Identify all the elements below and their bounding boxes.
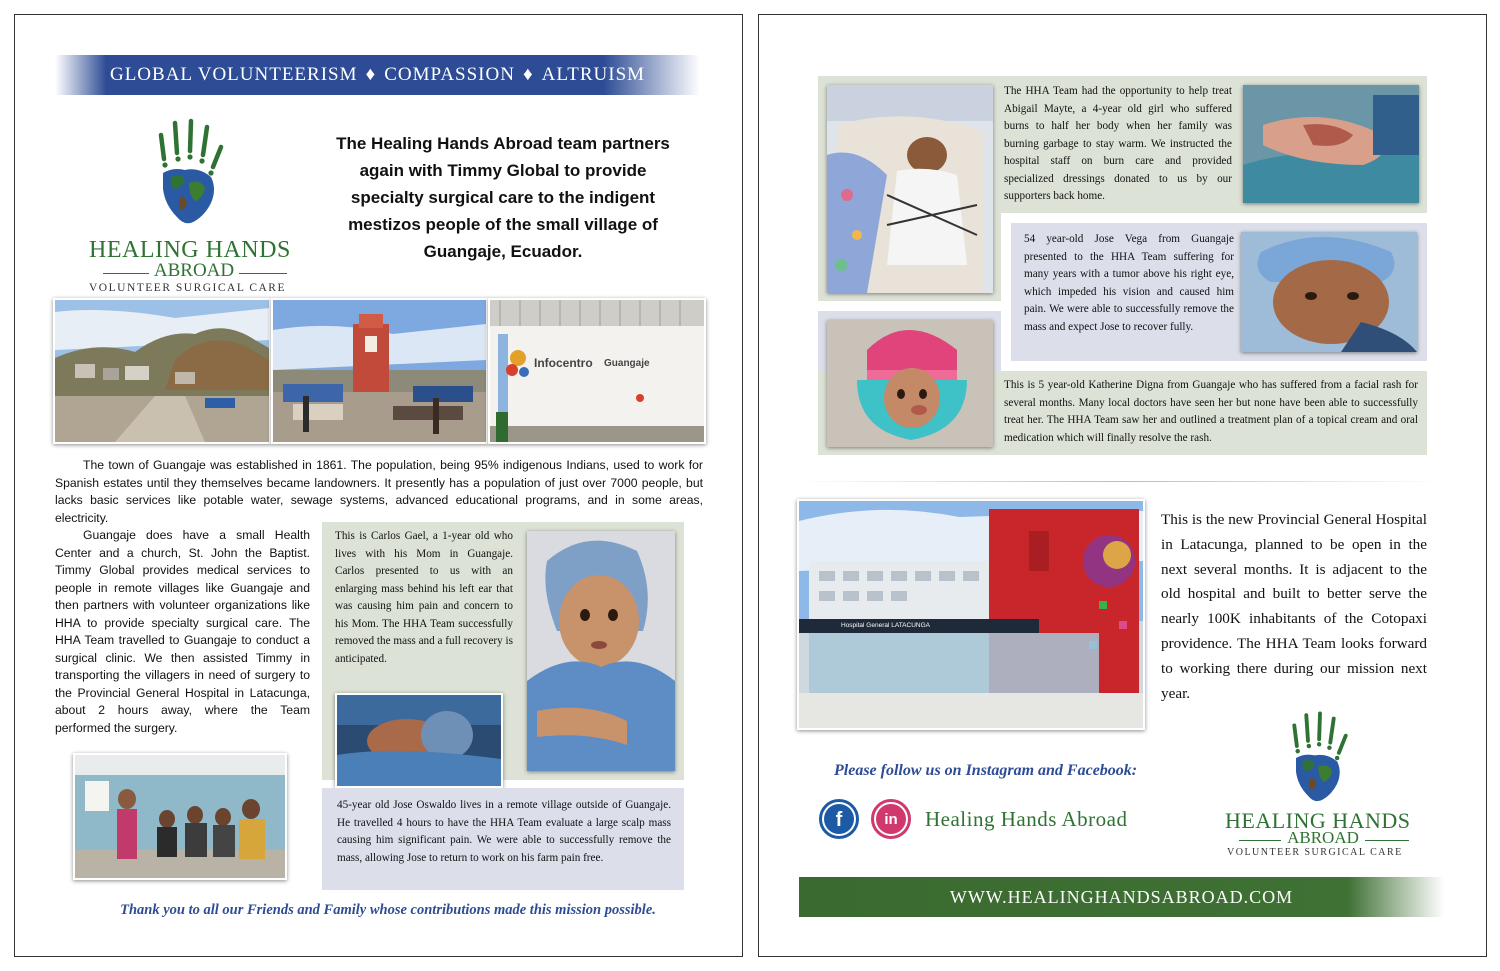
healing-hands-logo [85,115,325,294]
child-in-hospital-bed-image [827,85,993,293]
facebook-glyph: f [824,804,854,834]
infocentro-sign-place: Guangaje [604,358,650,369]
health-center-waiting-photo [73,753,287,880]
church-market-photo [271,298,488,444]
child-in-knit-hat-image [827,320,993,447]
caption-abigail: The HHA Team had the opportunity to help treat Abigail Mayte, a 4-year old girl who suffered burns to half her body when her family was burning garbage to stay warm. We instructed the hospital staff on burn care and provided specialized dressings donated to us by our supporters back home. [1004,85,1232,202]
patient-surgery-image [337,695,501,786]
caption-carlos: This is Carlos Gael, a 1-year old who lives with his Mom in Guangaje. Carlos presented to us with an enlarging mass behind his left ear that was causing him pain and concern to his Mom. The HHA Team successfully removed the mass and a full recovery is anticipated. [335,530,514,665]
man-in-surgical-cap-image [1241,232,1417,352]
banner-separator: ♦ [522,64,534,85]
child-in-gown-image [527,531,675,771]
brochure-page-2 [758,14,1487,957]
village-landscape-image [55,300,269,442]
infocentro-photo [488,298,706,444]
banner-value: GLOBAL VOLUNTEERISM [109,64,358,85]
healing-hands-logo [1225,710,1435,860]
hospital-building-image [799,501,1143,728]
waiting-room-image [75,755,285,878]
paragraph-town-history [55,457,703,527]
infocentro-sign-brand: Infocentro [534,356,593,370]
paragraph-health-center [55,527,310,737]
values-banner [55,55,700,95]
carlos-photo [527,531,675,771]
website-url-bar[interactable]: WWW.HEALINGHANDSABROAD.COM [799,877,1444,917]
instagram-icon[interactable] [871,799,911,839]
caption-vega: 54 year-old Jose Vega from Guangaje presented to the HHA Team suffering for many years with a tumor above his right eye, which impeded his vision and caused him pain. We were able to successfully remove the mass and expect Jose to recover fully. [1024,233,1234,333]
burn-treatment-image [1243,85,1419,203]
banner-separator: ♦ [365,64,377,85]
guangaje-village-photo [53,298,271,444]
logo-name: HEALING HANDS [1225,808,1411,833]
logo-tagline: VOLUNTEER SURGICAL CARE [89,282,286,294]
facebook-icon[interactable] [819,799,859,839]
katherine-photo [827,320,993,447]
oswaldo-surgery-photo [335,693,503,788]
hand-globe-icon [155,117,227,229]
hand-globe-icon [1289,710,1351,806]
paragraph-health-center-text: Guangaje does have a small Health Center and a church, St. John the Baptist. Timmy Global provides medical services to people in remote villages like Guangaje and then partners with volunteer organizations like HHA to provide specialty surgical care. The HHA Team travelled to Guangaje to conduct a surgical clinic. We then assisted Timmy in transporting the villagers in need of surgery to the Provincial General Hospital in Latacunga, about 2 hours away, where the Team performed the surgery. [55,528,310,735]
brochure-page-1 [14,14,743,957]
church-market-image [273,300,486,442]
follow-us-heading: Please follow us on Instagram and Facebook: [834,762,1138,779]
abigail-bed-photo [827,85,993,293]
abigail-burn-care-photo [1243,85,1419,203]
caption-oswaldo: 45-year old Jose Oswaldo lives in a remote village outside of Guangaje. He travelled 4 hours to have the HHA Team evaluate a large scalp mass causing him significant pain. We were able to successfully remove the mass, allowing Jose to return to work on his farm pain free. [337,799,671,864]
hospital-description: This is the new Provincial General Hospital in Latacunga, planned to be open in the next several months. It is adjacent to the old hospital and built to better serve the nearly 100K inhabitants of the Cotopaxi providence. The HHA Team looks forward to working there during our mission next year. [1161,511,1427,702]
thank-you-note: Thank you to all our Friends and Family whose contributions made this mission possible. [120,902,656,918]
social-handle[interactable]: Healing Hands Abroad [925,807,1128,831]
headline: The Healing Hands Abroad team partners again with Timmy Global to provide specialty surgical care to the indigent mestizos people of the small village of Guangaje, Ecuador. [336,134,670,261]
paragraph-town-history-text: The town of Guangaje was established in 1861. The population, being 95% indigenous Indians, used to work for Spanish estates until they themselves became landowners. It presently has a population of just over 7000 people, but lacks basic services like potable water, sewage systems, advanced educational programs, and in some areas, electricity. [55,458,703,525]
logo-name: HEALING HANDS [89,237,291,263]
latacunga-hospital-photo [797,499,1145,730]
vega-patient-photo [1241,232,1417,352]
logo-abroad: ABROAD [1287,828,1359,847]
instagram-glyph: in [876,804,906,834]
caption-katherine: This is 5 year-old Katherine Digna from Guangaje who has suffered from a facial rash for several months. Many local doctors have seen her but none have been able to successfully treat her. The HHA Team saw her and outlined a treatment plan of a topical cream and oral medication which will finally resolve the rash. [1004,379,1418,444]
infocentro-building-image [490,300,704,442]
banner-value: ALTRUISM [541,64,646,85]
hospital-sign: Hospital General LATACUNGA [841,622,930,629]
banner-value: COMPASSION [384,64,515,85]
logo-abroad: ABROAD [153,260,235,281]
logo-tagline: VOLUNTEER SURGICAL CARE [1227,847,1403,858]
